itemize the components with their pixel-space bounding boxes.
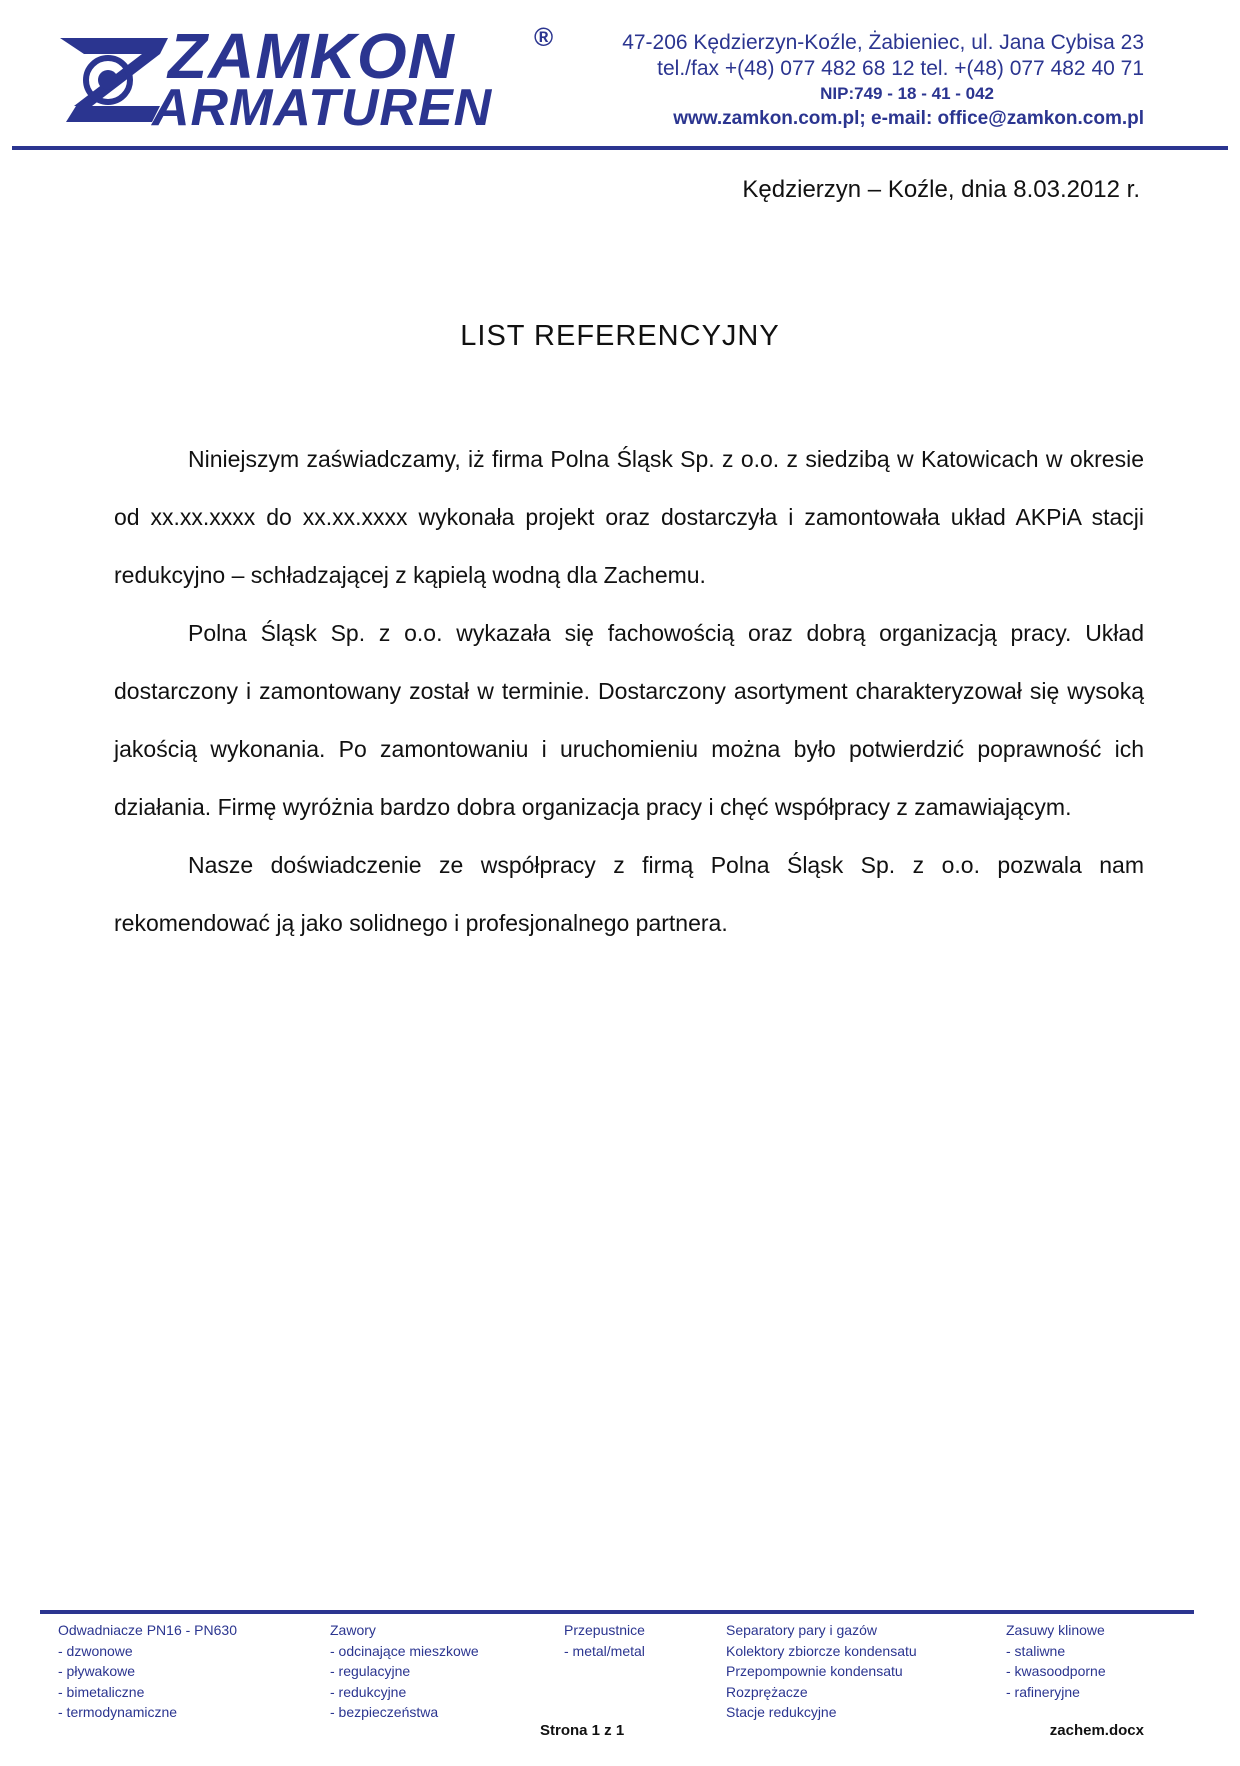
footer-column-heading: Przepustnice <box>564 1622 645 1638</box>
footer-column-heading: Zasuwy klinowe <box>1006 1622 1105 1638</box>
footer-column-item: - bezpieczeństwa <box>330 1704 439 1720</box>
footer-column-zasuwy <box>1006 1620 1106 1702</box>
registered-mark: ® <box>534 22 554 52</box>
logo-word-zamkon: ZAMKON <box>168 20 455 92</box>
header-divider <box>12 146 1228 150</box>
footer-column-separatory <box>726 1620 917 1723</box>
paragraph: Polna Śląsk Sp. z o.o. wykazała się fachowością oraz dobrą organizacją pracy. Układ dostarczony i zamontowany został w terminie. Dostarczony asortyment charakteryzował się wysoką jakością wykonania. Po zamontowaniu i uruchomieniu można było potwierdzić poprawność ich działania. Firmę wyróżnia bardzo dobra organizacja pracy i chęć współpracy z zamawiającym. <box>114 620 1144 820</box>
footer-column-item: Stacje redukcyjne <box>726 1704 837 1720</box>
footer-column-item: - termodynamiczne <box>58 1704 178 1720</box>
footer-column-item: - odcinające mieszkowe <box>330 1642 479 1659</box>
paragraph: Nasze doświadczenie ze współpracy z firmą Polna Śląsk Sp. z o.o. pozwala nam rekomendować ją jako solidnego i profesjonalnego partnera. <box>114 852 1144 936</box>
footer-column-item: - rafineryjne <box>1006 1683 1080 1700</box>
file-name: zachem.docx <box>1049 1722 1144 1739</box>
footer-column-przepustnice <box>564 1620 645 1661</box>
footer-column-item: - pływakowe <box>58 1663 136 1679</box>
footer-column-item: - staliwne <box>1006 1642 1066 1659</box>
footer-column-heading: Zawory <box>330 1622 376 1638</box>
company-nip: NIP:749 - 18 - 41 - 042 <box>820 84 994 103</box>
date-line: Kędzierzyn – Koźle, dnia 8.03.2012 r. <box>742 176 1140 203</box>
page-number: Strona 1 z 1 <box>540 1722 625 1739</box>
footer-column-item: Kolektory zbiorcze kondensatu <box>726 1642 917 1659</box>
footer-column-item: - dzwonowe <box>58 1642 133 1659</box>
paragraph: Niniejszym zaświadczamy, iż firma Polna Śląsk Sp. z o.o. z siedzibą w Katowicach w okresie od xx.xx.xxxx do xx.xx.xxxx wykonała projekt oraz dostarczyła i zamontowała układ AKPiA stacji redukcyjno – schładzającej z kąpielą wodną dla Zachemu. <box>114 446 1144 588</box>
footer-column-heading: Separatory pary i gazów <box>726 1622 877 1638</box>
footer-column-zawory <box>330 1620 479 1723</box>
document-title: LIST REFERENCYJNY <box>460 320 780 352</box>
company-contact <box>622 30 1144 132</box>
footer-column-item: - kwasoodporne <box>1006 1663 1106 1679</box>
footer-column-item: Przepompownie kondensatu <box>726 1663 903 1679</box>
footer-column-item: - redukcyjne <box>330 1683 407 1700</box>
footer-column-odwadniacze <box>58 1620 237 1723</box>
footer-column-item: Rozprężacze <box>726 1683 808 1700</box>
company-web-email: www.zamkon.com.pl; e-mail: office@zamkon.com.pl <box>673 108 1144 129</box>
logo-word-armaturen: ARMATUREN <box>152 79 493 137</box>
footer-divider <box>40 1610 1194 1614</box>
letter-body <box>114 430 1144 952</box>
footer-column-item: - metal/metal <box>564 1642 645 1659</box>
company-address: 47-206 Kędzierzyn-Koźle, Żabieniec, ul. Jana Cybisa 23 <box>622 31 1144 54</box>
footer-column-item: - regulacyjne <box>330 1663 411 1679</box>
company-phones: tel./fax +(48) 077 482 68 12 tel. +(48) 077 482 40 71 <box>657 57 1144 80</box>
company-logo <box>56 20 576 137</box>
footer-column-item: - bimetaliczne <box>58 1683 145 1700</box>
footer-column-heading: Odwadniacze PN16 - PN630 <box>58 1622 237 1638</box>
